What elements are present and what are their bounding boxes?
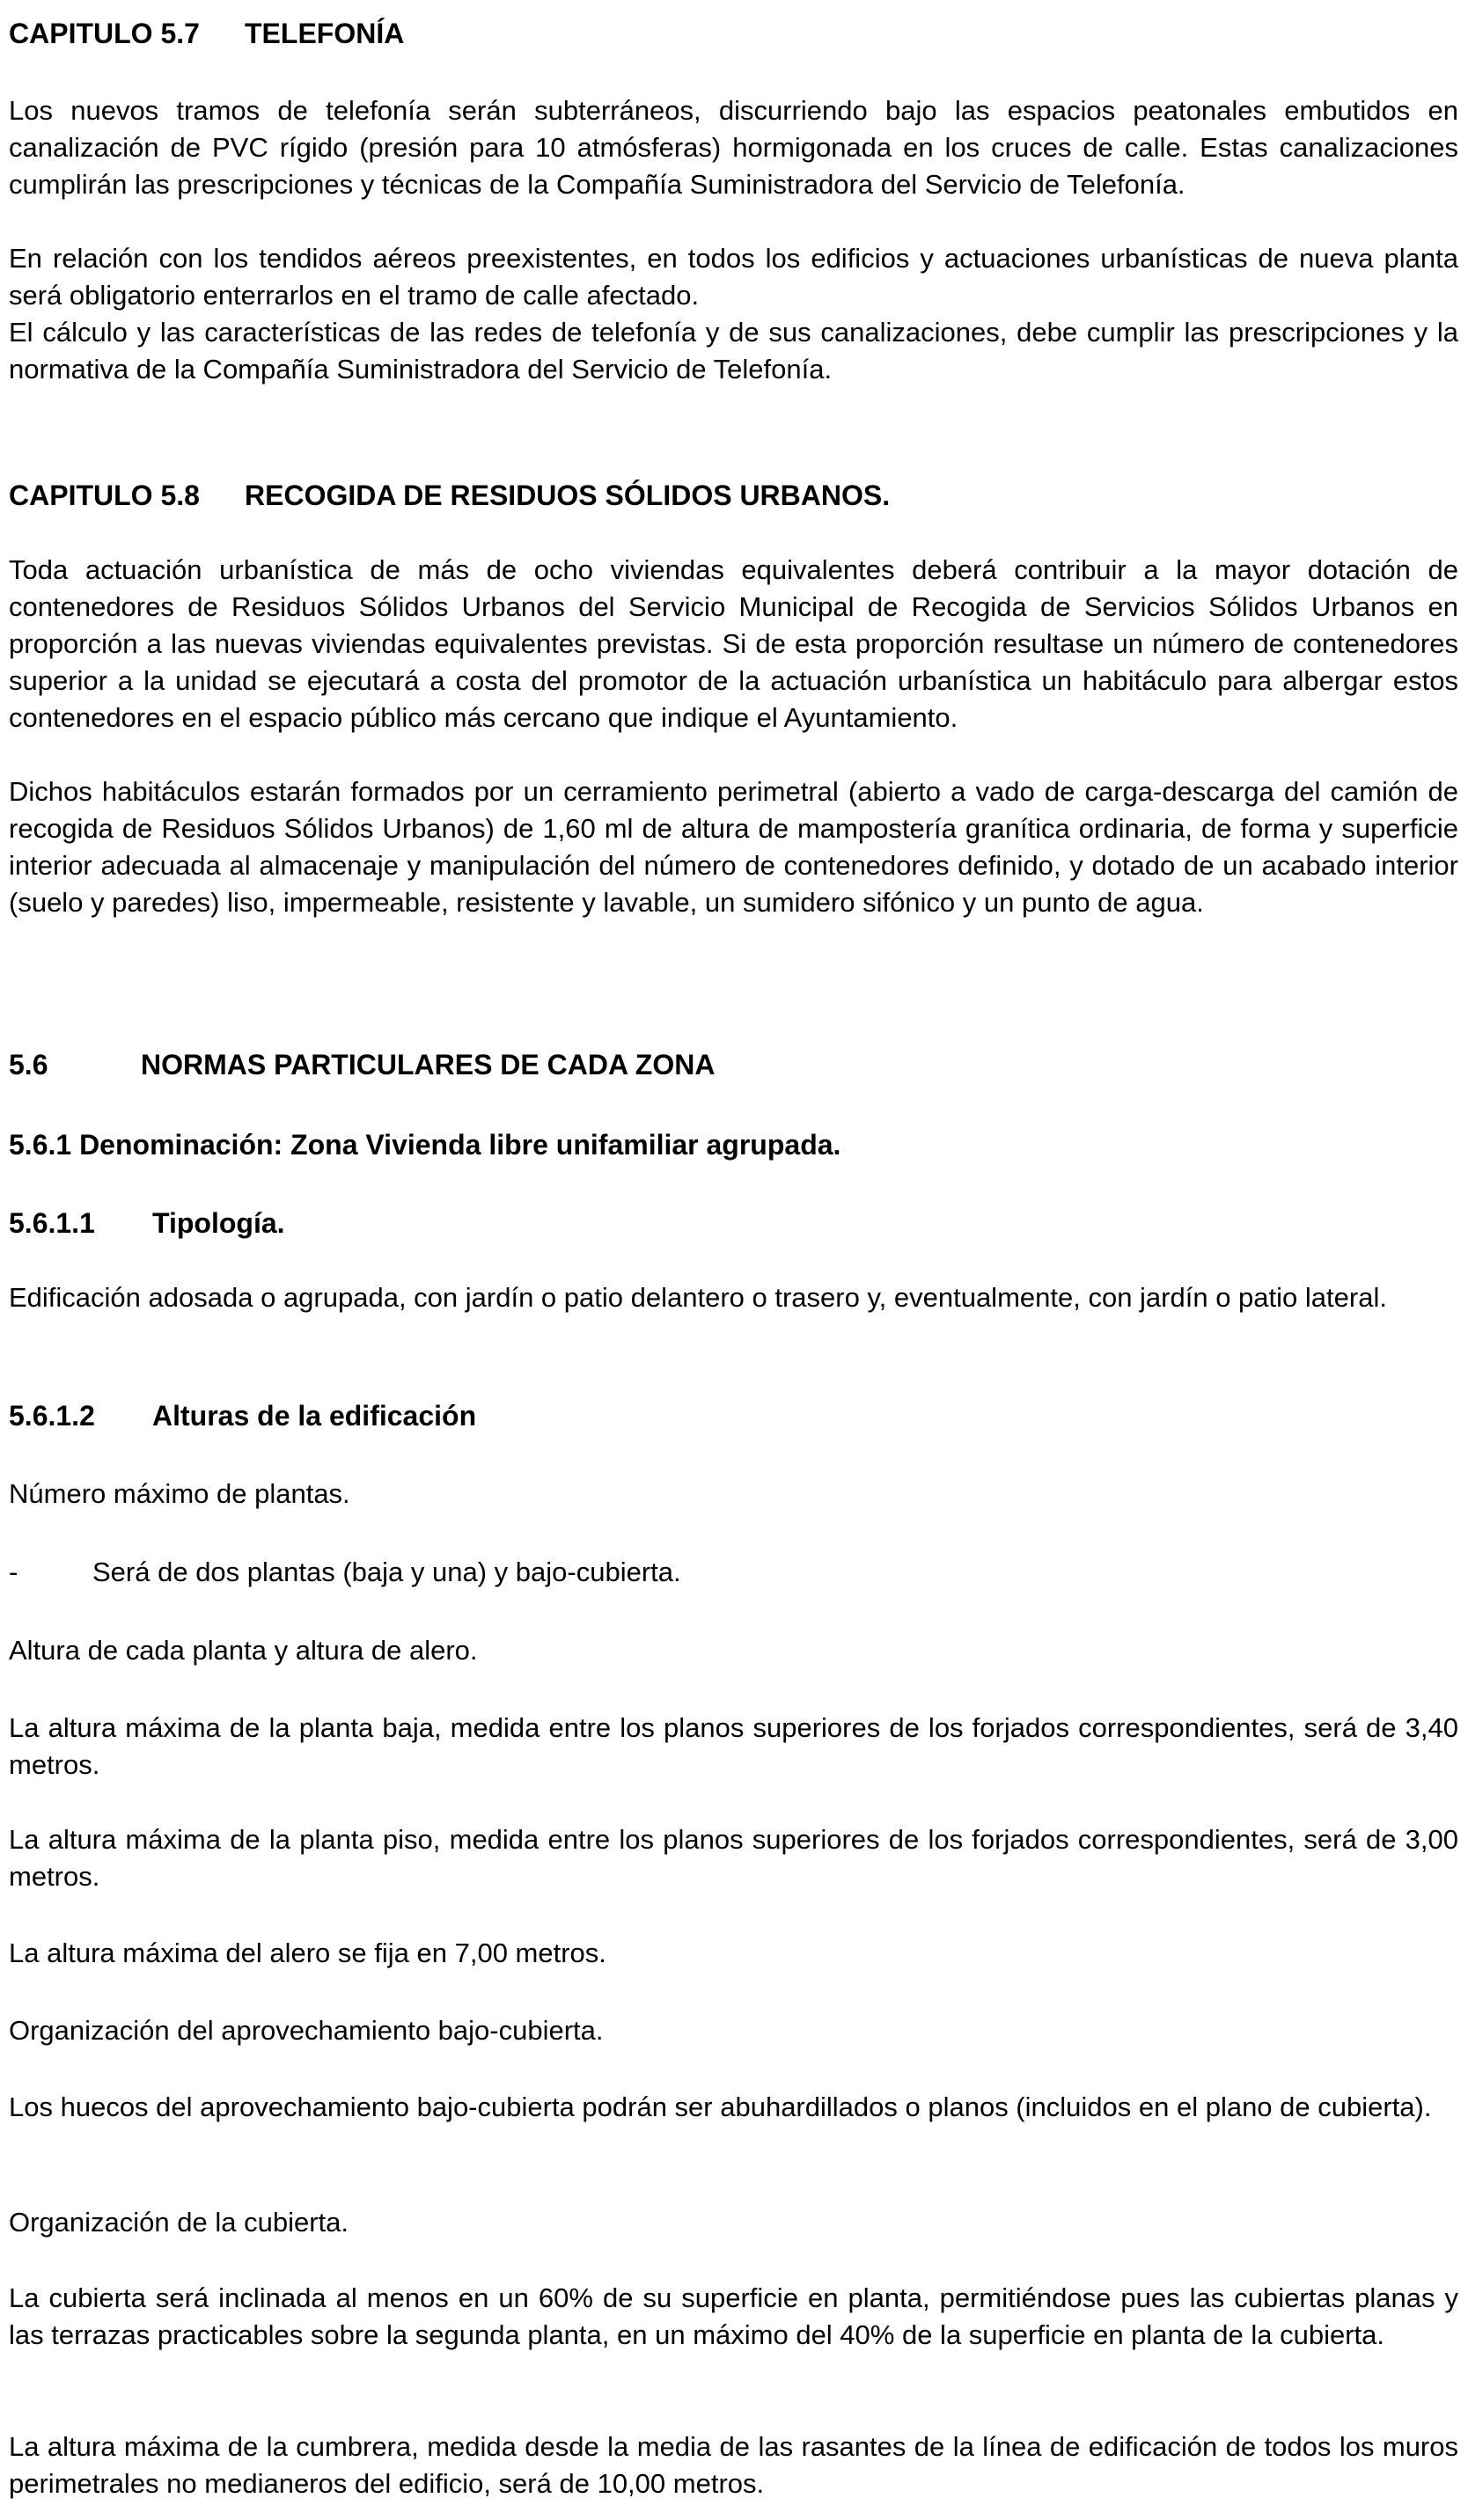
numero-plantas-label: Número máximo de plantas.: [9, 1478, 350, 1509]
telefonia-paragraph-2: En relación con los tendidos aéreos preexistentes, en todos los edificios y actuaciones urbanísticas de nueva planta será obligatorio enterrarlos en el tramo de calle afectado.: [9, 243, 1458, 311]
chapter-number: CAPITULO 5.8: [9, 480, 200, 511]
altura-planta-baja-paragraph: La altura máxima de la planta baja, medida entre los planos superiores de los forjados correspondientes, será de 3,40 metros.: [9, 1712, 1458, 1780]
section-number: 5.6: [9, 1049, 48, 1081]
telefonia-paragraph-3: El cálculo y las características de las redes de telefonía y de sus canalizaciones, debe cumplir las prescripciones y la normativa de la Compañía Suministradora del Servicio de Telefonía.: [9, 317, 1458, 385]
organizacion-cubierta-label: Organización de la cubierta.: [9, 2207, 349, 2238]
altura-planta-piso-paragraph: La altura máxima de la planta piso, medida entre los planos superiores de los forjados correspondientes, será de 3,00 metros.: [9, 1824, 1458, 1892]
chapter-title: RECOGIDA DE RESIDUOS SÓLIDOS URBANOS.: [245, 480, 891, 511]
chapter-5-7-heading: [9, 15, 1458, 52]
cumbrera-paragraph: La altura máxima de la cumbrera, medida desde la media de las rasantes de la línea de edificación de todos los muros perimetrales no medianeros del edificio, será de 10,00 metros.: [9, 2431, 1458, 2499]
section-5-6-heading: [9, 1046, 1458, 1083]
section-title: NORMAS PARTICULARES DE CADA ZONA: [141, 1049, 716, 1081]
section-number: 5.6.1.2: [9, 1400, 95, 1432]
section-5-6-1-heading: 5.6.1 Denominación: Zona Vivienda libre unifamiliar agrupada.: [9, 1129, 841, 1161]
organizacion-bajo-cubierta-label: Organización del aprovechamiento bajo-cubierta.: [9, 2015, 604, 2046]
residuos-paragraph-2: Dichos habitáculos estarán formados por un cerramiento perimetral (abierto a vado de carga-descarga del camión de recogida de Residuos Sólidos Urbanos) de 1,60 ml de altura de mampostería granítica ordinaria, de forma y superficie interior adecuada al almacenaje y manipulación del número de contenedores definido, y dotado de un acabado interior (suelo y paredes) liso, impermeable, resistente y lavable, un sumidero sifónico y un punto de agua.: [9, 776, 1458, 918]
section-title: Alturas de la edificación: [152, 1400, 477, 1432]
cubierta-paragraph: La cubierta será inclinada al menos en un 60% de su superficie en planta, permitiéndose pues las cubiertas planas y las terrazas practicables sobre la segunda planta, en un máximo del 40% de la superficie en planta de la cubierta.: [9, 2282, 1458, 2350]
bullet-dash: -: [9, 1557, 18, 1587]
telefonia-paragraph-1: Los nuevos tramos de telefonía serán subterráneos, discurriendo bajo las espacios peatonales embutidos en canalización de PVC rígido (presión para 10 atmósferas) hormigonada en los cruces de calle. Estas canalizaciones cumplirán las prescripciones y técnicas de la Compañía Suministradora del Servicio de Telefonía.: [9, 95, 1458, 200]
section-number: 5.6.1.1: [9, 1207, 95, 1239]
chapter-title: TELEFONÍA: [245, 18, 405, 49]
tipologia-paragraph: Edificación adosada o agrupada, con jardín o patio delantero o trasero y, eventualmente, con jardín o patio lateral.: [9, 1282, 1387, 1313]
huecos-paragraph: Los huecos del aprovechamiento bajo-cubierta podrán ser abuhardillados o planos (incluidos en el plano de cubierta).: [9, 2091, 1432, 2122]
section-5-6-1-1-heading: [9, 1205, 1458, 1242]
altura-alero-paragraph: La altura máxima del alero se fija en 7,00 metros.: [9, 1938, 606, 1968]
section-title: Tipología.: [152, 1207, 285, 1239]
altura-planta-label: Altura de cada planta y altura de alero.: [9, 1635, 478, 1666]
chapter-number: CAPITULO 5.7: [9, 18, 200, 49]
section-5-6-1-2-heading: [9, 1397, 1458, 1434]
bullet-text: Será de dos plantas (baja y una) y bajo-cubierta.: [92, 1557, 681, 1587]
residuos-paragraph-1: Toda actuación urbanística de más de ocho viviendas equivalentes deberá contribuir a la mayor dotación de contenedores de Residuos Sólidos Urbanos del Servicio Municipal de Recogida de Servicios Sólidos Urbanos en proporción a las nuevas viviendas equivalentes previstas. Si de esta proporción resultase un número de contenedores superior a la unidad se ejecutará a costa del promotor de la actuación urbanística un habitáculo para albergar estos contenedores en el espacio público más cercano que indique el Ayuntamiento.: [9, 554, 1458, 733]
chapter-5-8-heading: [9, 477, 1458, 514]
bullet-item: [9, 1554, 1458, 1591]
